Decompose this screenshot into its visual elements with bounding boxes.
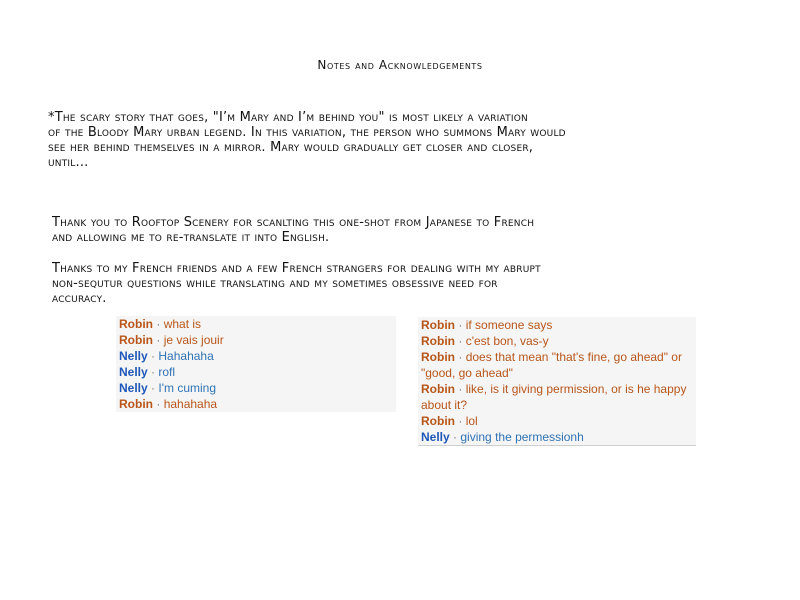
- chat-speaker: Nelly: [421, 430, 450, 444]
- chat-text: like, is it giving permission, or is he happy about it?: [421, 382, 687, 412]
- chat-separator: ·: [453, 430, 458, 444]
- chat-message: [119, 316, 396, 332]
- chat-message: [119, 348, 396, 364]
- page-title: Notes and Acknowledgements: [317, 58, 483, 72]
- chat-text: giving the permessionh: [460, 430, 584, 444]
- chat-text: Hahahaha: [158, 349, 214, 363]
- chat-text: does that mean "that's fine, go ahead" or "good, go ahead": [421, 350, 682, 380]
- chat-text: je vais jouir: [163, 333, 224, 347]
- chat-message: [119, 380, 396, 396]
- chat-separator: ·: [458, 382, 463, 396]
- footnote-line: until...: [48, 155, 89, 170]
- chat-text: if someone says: [465, 318, 553, 332]
- chat-separator: ·: [458, 334, 463, 348]
- chat-speaker: Nelly: [119, 365, 148, 379]
- chat-speaker: Robin: [421, 350, 455, 364]
- acknowledgement-line: and allowing me to re-translate it into English.: [52, 230, 330, 245]
- acknowledgement-translators: [52, 215, 762, 245]
- chat-message: [421, 413, 696, 429]
- chat-speaker: Nelly: [119, 381, 148, 395]
- acknowledgement-line: Thanks to my French friends and a few French strangers for dealing with my abrupt: [52, 261, 541, 276]
- chat-speaker: Robin: [119, 317, 153, 331]
- chat-speaker: Robin: [119, 397, 153, 411]
- chat-text: what is: [163, 317, 202, 331]
- chat-message: [421, 333, 696, 349]
- footnote-line: *The scary story that goes, "I’m Mary and I’m behind you" is most likely a variation: [48, 110, 528, 125]
- chat-message: [421, 381, 696, 413]
- acknowledgement-line: non-sequtur questions while translating and my sometimes obsessive need for: [52, 276, 498, 291]
- chat-speaker: Nelly: [119, 349, 148, 363]
- chat-separator: ·: [156, 397, 161, 411]
- chat-message: [119, 332, 396, 348]
- chat-message: [421, 429, 696, 445]
- footnote: [48, 110, 778, 170]
- acknowledgement-friends: [52, 261, 762, 306]
- chat-separator: ·: [151, 349, 156, 363]
- chat-log-right: [418, 317, 696, 446]
- chat-separator: ·: [458, 414, 463, 428]
- chat-separator: ·: [458, 350, 463, 364]
- chat-text: I'm cuming: [158, 381, 217, 395]
- chat-separator: ·: [156, 333, 161, 347]
- chat-message: [421, 349, 696, 381]
- acknowledgement-line: Thank you to Rooftop Scenery for scanlting this one-shot from Japanese to French: [52, 215, 535, 230]
- chat-text: rofl: [158, 365, 176, 379]
- chat-log-left: [116, 316, 396, 412]
- chat-separator: ·: [458, 318, 463, 332]
- chat-text: hahahaha: [163, 397, 218, 411]
- footnote-line: of the Bloody Mary urban legend. In this variation, the person who summons Mary would: [48, 125, 566, 140]
- chat-separator: ·: [156, 317, 161, 331]
- chat-speaker: Robin: [421, 382, 455, 396]
- chat-message: [119, 364, 396, 380]
- chat-speaker: Robin: [421, 318, 455, 332]
- chat-text: c'est bon, vas-y: [465, 334, 549, 348]
- chat-speaker: Robin: [421, 334, 455, 348]
- chat-separator: ·: [151, 381, 156, 395]
- footnote-line: see her behind themselves in a mirror. Mary would gradually get closer and closer,: [48, 140, 534, 155]
- acknowledgement-line: accuracy.: [52, 291, 107, 306]
- chat-speaker: Robin: [119, 333, 153, 347]
- chat-separator: ·: [151, 365, 156, 379]
- chat-message: [119, 396, 396, 412]
- chat-message: [421, 317, 696, 333]
- chat-speaker: Robin: [421, 414, 455, 428]
- chat-text: lol: [465, 414, 478, 428]
